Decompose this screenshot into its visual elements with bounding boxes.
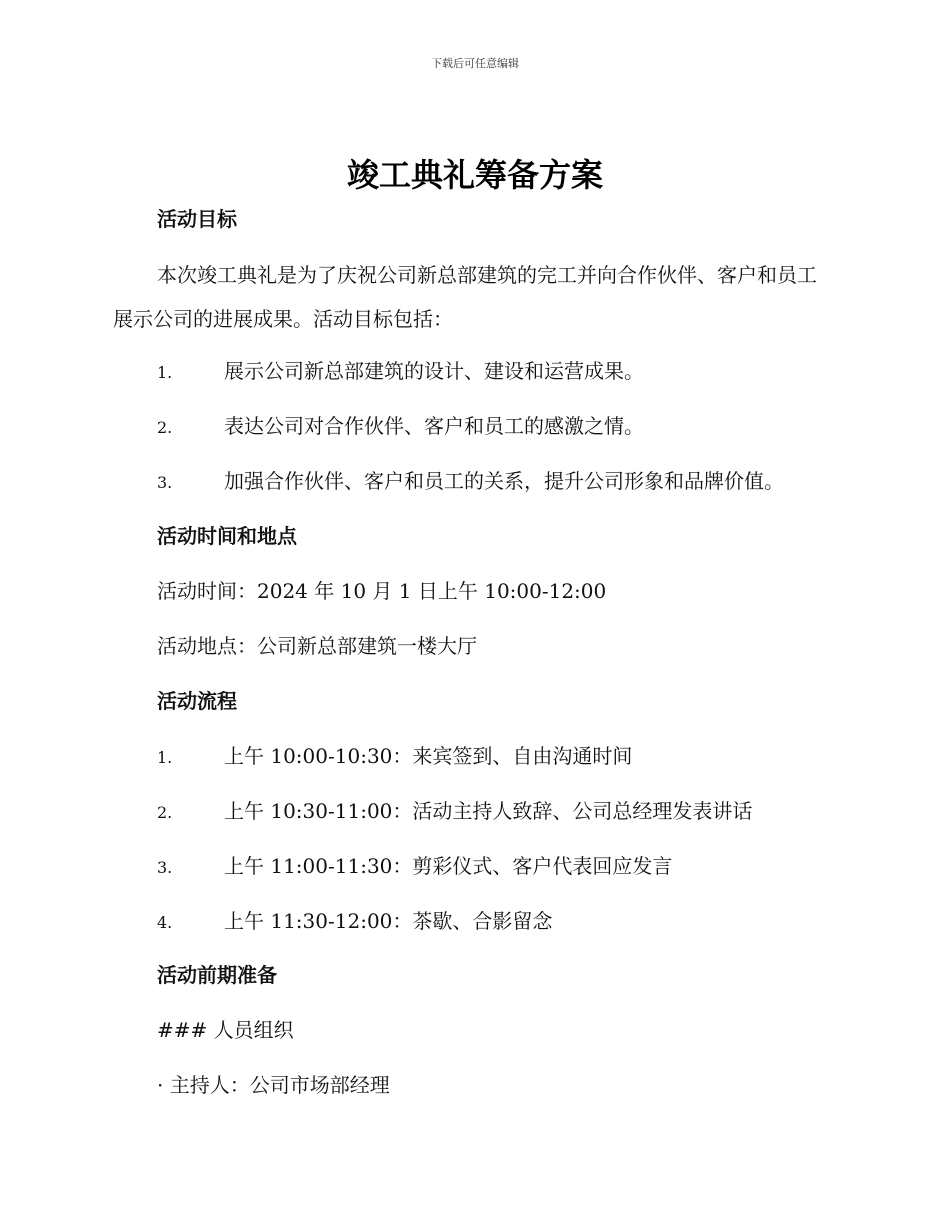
list-number: 2. (157, 803, 173, 822)
list-text: 上午 10:30-11:00：活动主持人致辞、公司总经理发表讲话 (224, 799, 753, 823)
list-number: 2. (157, 418, 173, 437)
list-number: 3. (157, 858, 173, 877)
event-time: 活动时间：2024 年 10 月 1 日上午 10:00-12:00 (157, 579, 607, 603)
list-text: 上午 11:00-11:30：剪彩仪式、客户代表回应发言 (224, 854, 673, 878)
flow-list-item (157, 851, 672, 883)
prep-bullet-item: · 主持人：公司市场部经理 (157, 1073, 390, 1097)
goal-list-item (157, 466, 784, 498)
section-heading-flow: 活动流程 (157, 689, 237, 713)
section-heading-prep: 活动前期准备 (157, 963, 277, 987)
list-number: 1. (157, 363, 173, 382)
list-number: 4. (157, 913, 173, 932)
document-title: 竣工典礼筹备方案 (346, 156, 603, 194)
list-text: 上午 11:30-12:00：茶歇、合影留念 (224, 909, 553, 933)
prep-subheading: ### 人员组织 (157, 1018, 294, 1042)
goal-paragraph: 本次竣工典礼是为了庆祝公司新总部建筑的完工并向合作伙伴、客户和员工展示公司的进展成果。活动目标包括： (113, 263, 817, 331)
list-text: 上午 10:00-10:30：来宾签到、自由沟通时间 (224, 744, 633, 768)
goal-list-item (157, 356, 644, 388)
flow-list-item (157, 741, 632, 773)
section-heading-time-place: 活动时间和地点 (157, 524, 297, 548)
list-text: 展示公司新总部建筑的设计、建设和运营成果。 (224, 359, 644, 383)
list-text: 加强合作伙伴、客户和员工的关系，提升公司形象和品牌价值。 (224, 469, 784, 493)
goal-list-item (157, 411, 644, 443)
list-number: 1. (157, 748, 173, 767)
event-place: 活动地点：公司新总部建筑一楼大厅 (157, 634, 477, 658)
flow-list-item (157, 906, 552, 938)
section-heading-goal: 活动目标 (157, 207, 237, 231)
list-number: 3. (157, 473, 173, 492)
flow-list-item (157, 796, 752, 828)
list-text: 表达公司对合作伙伴、客户和员工的感激之情。 (224, 414, 644, 438)
header-note: 下载后可任意编辑 (431, 57, 519, 70)
